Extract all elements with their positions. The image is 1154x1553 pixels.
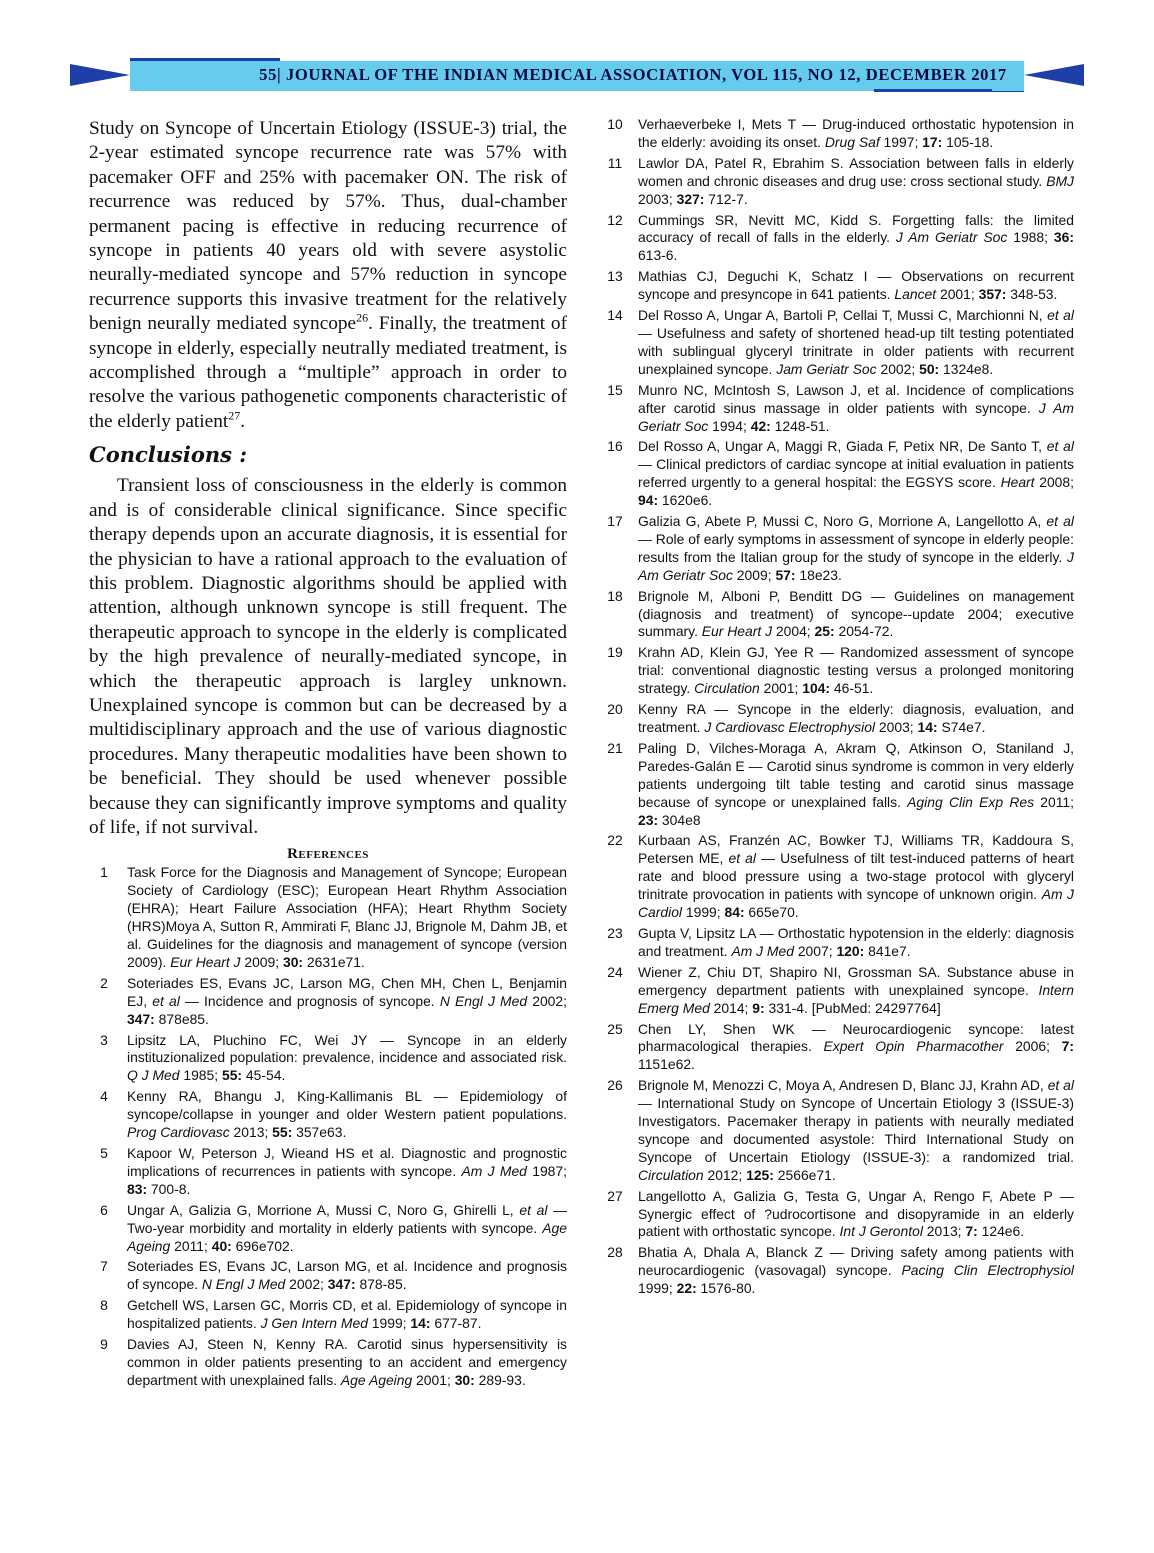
- reference-item: [604, 307, 1074, 379]
- reference-pages: 46-51.: [830, 680, 874, 697]
- reference-pages: 665e70.: [744, 904, 799, 921]
- reference-et-al: et al: [1047, 1077, 1074, 1094]
- reference-pages: 878-85.: [355, 1276, 407, 1293]
- reference-text: — Role of early symptoms in assessment of syncope in elderly people: results from the Italian group for the study of syncope in the elderly.: [638, 530, 1074, 565]
- reference-number: 27: [607, 1187, 623, 1204]
- reference-volume: 42:: [750, 417, 771, 434]
- reference-journal: Prog Cardiovasc: [127, 1124, 230, 1141]
- reference-journal: Circulation: [638, 1166, 704, 1183]
- reference-year: 1999;: [638, 1280, 677, 1297]
- reference-volume: 327:: [676, 190, 705, 207]
- reference-journal: Heart: [1000, 474, 1035, 491]
- body-paragraph-2: Transient loss of consciousness in the elderly is common and is of considerable clinical significance. Since specific therapy depends upon an accurate diagnosis, it is essential for the physician to have a rational approach to the evaluation of this problem. Diagnostic algorithms should be applied with attention, although unknown syncope is still frequent. The therapeutic approach to syncope in the elderly is complicated by the high prevalence of neurally-mediated syncope, in which the therapeutic approach is largley unknown. Unexplained syncope is common but can be decreased by a multidisciplinary approach and the use of various diagnostic procedures. Many therapeutic modalities have been shown to be beneficial. They should be used whenever possible because they can significantly improve symptoms and quality of life, if not survival.: [89, 475, 567, 838]
- journal-title-line: 55| JOURNAL OF THE INDIAN MEDICAL ASSOCIATION, VOL 115, NO 12, DECEMBER 2017: [259, 65, 1007, 84]
- reference-year: 1999;: [367, 1315, 411, 1332]
- reference-year: 2001;: [759, 680, 803, 697]
- reference-year: 2003;: [638, 190, 677, 207]
- reference-year: 2013;: [229, 1124, 273, 1141]
- reference-item: [604, 701, 1074, 737]
- reference-number: 12: [607, 211, 623, 228]
- reference-text: Cummings SR, Nevitt MC, Kidd S. Forgetting falls: the limited accuracy of recall of falls in the elderly.: [638, 211, 1074, 246]
- reference-text: Del Rosso A, Ungar A, Bartoli P, Cellai T, Mussi C, Marchionni N,: [638, 307, 1048, 324]
- left-column: [89, 117, 567, 1393]
- reference-year: 2009;: [732, 566, 776, 583]
- reference-item: [89, 1088, 567, 1142]
- reference-pages: 1620e6.: [658, 492, 713, 509]
- reference-text: Langellotto A, Galizia G, Testa G, Ungar A, Rengo F, Abete P — Synergic effect of ?udrocortisone and disopyramide in an elderly patient with orthostatic syncope.: [638, 1187, 1074, 1240]
- reference-journal: J Gen Intern Med: [260, 1315, 368, 1332]
- reference-list-left: [89, 864, 567, 1389]
- reference-pages: S74e7.: [937, 719, 986, 735]
- reference-number: 9: [100, 1336, 108, 1353]
- reference-text: Krahn AD, Klein GJ, Yee R — Randomized assessment of syncope trial: conventional diagnostic testing versus a prolonged monitoring strategy.: [638, 644, 1074, 697]
- reference-item: [604, 1188, 1074, 1242]
- reference-text: Del Rosso A, Ungar A, Maggi R, Giada F, Petix NR, De Santo T,: [638, 438, 1047, 455]
- reference-item: [604, 644, 1074, 698]
- reference-item: [604, 964, 1074, 1018]
- reference-text: Soteriades ES, Evans JC, Larson MG, Chen MH, Chen L, Benjamin EJ,: [127, 974, 567, 1009]
- reference-item: [604, 382, 1074, 436]
- body-paragraph-1: Study on Syncope of Uncertain Etiology (ISSUE-3) trial, the 2-year estimated syncope recurrence rate was 57% with pacemaker OFF and 25% with pacemaker ON. The risk of recurrence was reduced by 57%. Thus, dual-chamber permanent pacing is effective in reducing recurrence of syncope in patients 40 years old with severe asystolic neurally-mediated syncope and 57% reduction in syncope recurrence supports this invasive treatment for the relatively benign neurally mediated syncope$^{26}$. Finally, the treatment of syncope in elderly, especially neutrally mediated treatment, is accomplished through a “multiple” approach in order to resolve the various pathogenetic components characteristic of the elderly patient$^{27}$.: [89, 118, 567, 432]
- reference-pages: 357e63.: [292, 1124, 347, 1141]
- reference-pages: 1151e62.: [638, 1056, 695, 1073]
- reference-journal: Intern Emerg Med: [638, 981, 1074, 1016]
- reference-text: Gupta V, Lipsitz LA — Orthostatic hypotension in the elderly: diagnosis and treatment.: [638, 924, 1074, 959]
- reference-number: 26: [607, 1077, 623, 1094]
- reference-journal: J Am Geriatr Soc: [895, 229, 1008, 246]
- reference-et-al: et al: [1046, 513, 1074, 530]
- reference-journal: J Am Geriatr Soc: [638, 399, 1074, 434]
- conclusions-heading: Conclusions :: [89, 442, 247, 468]
- reference-item: [89, 1297, 567, 1333]
- reference-text: Chen LY, Shen WK — Neurocardiogenic syncope: latest pharmacological therapies.: [638, 1020, 1074, 1055]
- right-column: [604, 116, 1074, 1301]
- reference-journal: Am J Cardiol: [638, 886, 1074, 921]
- reference-journal: N Engl J Med: [439, 992, 528, 1009]
- reference-item: [89, 1336, 567, 1390]
- reference-year: 1997;: [879, 133, 923, 150]
- reference-year: 1988;: [1007, 229, 1054, 246]
- reference-text: Soteriades ES, Evans JC, Larson MG, et al. Incidence and prognosis of syncope.: [127, 1258, 567, 1293]
- reference-item: [604, 588, 1074, 642]
- reference-number: 28: [607, 1244, 623, 1261]
- reference-number: 14: [607, 307, 623, 324]
- reference-pages: 105-18.: [942, 133, 994, 150]
- reference-text: — Clinical predictors of cardiac syncope at initial evaluation in patients referred urgently to a general hospital: the EGSYS score.: [638, 456, 1074, 491]
- reference-et-al: et al: [728, 850, 756, 867]
- reference-journal: Am J Med: [461, 1162, 527, 1179]
- reference-number: 1: [100, 864, 108, 881]
- reference-year: 2003;: [875, 719, 918, 735]
- reference-year: 2006;: [1003, 1038, 1062, 1055]
- reference-item: [604, 155, 1074, 209]
- reference-journal: Aging Clin Exp Res: [907, 793, 1035, 810]
- reference-text: Task Force for the Diagnosis and Management of Syncope; European Society of Cardiology (ESC); European Heart Rhythm Association (EHRA); Heart Failure Association (HFA); Heart Rhythm Society (HRS)Moya A, Sutton R, Ammirati F, Blanc JJ, Brignole M, Dahm JB, et al. Guidelines for the diagnosis and management of syncope (version 2009).: [127, 864, 567, 970]
- reference-item: [604, 268, 1074, 304]
- reference-item: [604, 740, 1074, 830]
- reference-year: 2011;: [170, 1237, 212, 1254]
- reference-year: 1999;: [682, 904, 725, 921]
- reference-text: — Usefulness and safety of shortened head-up tilt testing potentiated with sublingual glyceryl trinitrate in older patients with recurrent unexplained syncope.: [638, 324, 1074, 377]
- reference-year: 2008;: [1034, 474, 1074, 491]
- reference-item: [604, 116, 1074, 152]
- reference-item: [604, 1021, 1074, 1075]
- reference-volume: 14:: [917, 719, 938, 735]
- reference-et-al: et al: [1047, 307, 1074, 324]
- reference-journal: Drug Saf: [824, 133, 880, 150]
- reference-item: [604, 1077, 1074, 1184]
- reference-pages: 18e23.: [795, 566, 842, 583]
- reference-year: 2009;: [240, 953, 283, 970]
- reference-pages: 677-87.: [430, 1315, 482, 1332]
- reference-item: [89, 1258, 567, 1294]
- reference-volume: 94:: [638, 492, 659, 509]
- reference-text: Paling D, Vilches-Moraga A, Akram Q, Atkinson O, Staniland J, Paredes-Galán E — Carotid sinus syndrome is common in very elderly patients undergoing tilt table testing and carotid sinus massage because of syncope or unexplained falls.: [638, 739, 1074, 810]
- reference-journal: J Am Geriatr Soc: [638, 548, 1074, 583]
- reference-year: 2004;: [772, 623, 815, 640]
- reference-item: [604, 212, 1074, 266]
- reference-et-al: et al: [152, 992, 180, 1009]
- reference-year: 1994;: [708, 417, 751, 434]
- reference-number: 16: [607, 438, 623, 455]
- reference-volume: 30:: [282, 953, 304, 970]
- reference-year: 2002;: [876, 360, 920, 377]
- reference-volume: 7:: [965, 1223, 978, 1240]
- reference-pages: 348-53.: [1006, 286, 1058, 303]
- reference-item: [89, 1032, 567, 1086]
- reference-text: Kenny RA — Syncope in the elderly: diagnosis, evaluation, and treatment.: [638, 701, 1074, 735]
- reference-list-right: [604, 116, 1074, 1298]
- reference-text: Davies AJ, Steen N, Kenny RA. Carotid sinus hypersensitivity is common in older patients presenting to an accident and emergency department with unexplained falls.: [127, 1336, 567, 1388]
- reference-pages: 2631e71.: [303, 953, 365, 970]
- references-heading: References: [287, 846, 369, 863]
- reference-year: 2013;: [922, 1223, 966, 1240]
- reference-journal: Am J Med: [731, 942, 794, 959]
- reference-volume: 83:: [127, 1180, 148, 1197]
- reference-journal: Q J Med: [127, 1067, 180, 1084]
- reference-item: [89, 864, 567, 971]
- reference-pages: 289-93.: [474, 1371, 526, 1388]
- reference-year: 2011;: [1034, 793, 1074, 810]
- reference-volume: 347:: [127, 1010, 155, 1027]
- reference-volume: 9:: [752, 999, 765, 1016]
- reference-text: Getchell WS, Larsen GC, Morris CD, et al. Epidemiology of syncope in hospitalized patients.: [127, 1297, 567, 1332]
- reference-item: [604, 925, 1074, 961]
- reference-volume: 357:: [978, 286, 1007, 303]
- reference-year: 2001;: [412, 1371, 455, 1388]
- reference-number: 24: [607, 963, 623, 980]
- reference-text: Brignole M, Menozzi C, Moya A, Andresen D, Blanc JJ, Krahn AD,: [638, 1077, 1048, 1094]
- reference-volume: 7:: [1061, 1038, 1074, 1055]
- reference-et-al: et al: [1046, 438, 1074, 455]
- reference-text: Kapoor W, Peterson J, Wieand HS et al. Diagnostic and prognostic implications of recurrences in patients with syncope.: [127, 1144, 567, 1179]
- reference-volume: 23:: [638, 811, 659, 828]
- reference-text: — Usefulness of tilt test-induced patterns of heart rate and blood pressure using a two-stage protocol with glyceryl trinitrate provocation in patients with syncope of unknown origin.: [638, 850, 1074, 903]
- reference-volume: 120:: [836, 942, 865, 959]
- reference-pages: 2566e71.: [773, 1166, 836, 1183]
- reference-pages: 712-7.: [704, 190, 748, 207]
- reference-text: — Incidence and prognosis of syncope.: [179, 992, 440, 1009]
- reference-item: [604, 1244, 1074, 1298]
- reference-pages: 1324e8.: [939, 360, 994, 377]
- reference-journal: Lancet: [894, 286, 937, 303]
- reference-journal: Pacing Clin Electrophysiol: [901, 1262, 1075, 1279]
- reference-year: 1985;: [179, 1067, 222, 1084]
- reference-journal: Jam Geriatr Soc: [776, 360, 877, 377]
- reference-number: 15: [607, 381, 623, 398]
- reference-year: 1987;: [526, 1162, 567, 1179]
- reference-volume: 55:: [272, 1124, 293, 1141]
- reference-volume: 57:: [775, 566, 796, 583]
- reference-pages: 700-8.: [147, 1180, 191, 1197]
- reference-journal: J Cardiovasc Electrophysiol: [704, 719, 876, 735]
- reference-pages: 613-6.: [638, 247, 678, 264]
- reference-number: 7: [100, 1258, 108, 1275]
- reference-pages: 1576-80.: [696, 1280, 756, 1297]
- reference-item: [89, 1202, 567, 1256]
- reference-text: — Two-year morbidity and mortality in elderly patients with syncope.: [127, 1201, 567, 1236]
- reference-text: Kurbaan AS, Franzén AC, Bowker TJ, Williams TR, Kaddoura S, Petersen ME,: [638, 832, 1074, 867]
- reference-volume: 14:: [410, 1315, 431, 1332]
- reference-volume: 36:: [1053, 229, 1074, 246]
- reference-number: 19: [607, 644, 623, 661]
- reference-journal: Circulation: [694, 680, 760, 697]
- reference-pages: 696e702.: [231, 1237, 294, 1254]
- reference-volume: 17:: [922, 133, 943, 150]
- reference-text: Munro NC, McIntosh S, Lawson J, et al. Incidence of complications after carotid sinus massage in older patients with syncope.: [638, 381, 1074, 416]
- reference-pages: 1248-51.: [770, 417, 830, 434]
- reference-text: — International Study on Syncope of Uncertain Etiology 3 (ISSUE-3) Investigators. Pacemaker therapy in patients with neurally mediated syncope and documented asystole: Third International Study on Syncope of Uncertain Etiology (ISSUE-3): a randomized trial.: [638, 1095, 1074, 1165]
- reference-year: 2014;: [709, 999, 753, 1016]
- reference-year: 2001;: [936, 286, 979, 303]
- reference-number: 6: [100, 1201, 108, 1218]
- reference-volume: 347:: [327, 1276, 356, 1293]
- reference-volume: 22:: [676, 1280, 697, 1297]
- reference-journal: Eur Heart J: [701, 623, 773, 640]
- journal-header: [70, 56, 1084, 94]
- reference-number: 18: [607, 587, 623, 604]
- reference-year: 2002;: [285, 1276, 328, 1293]
- reference-journal: Int J Gerontol: [839, 1223, 923, 1240]
- reference-item: [604, 832, 1074, 922]
- reference-pages: 2054-72.: [834, 623, 894, 640]
- reference-text: Galizia G, Abete P, Mussi C, Noro G, Morrione A, Langellotto A,: [638, 513, 1047, 530]
- reference-volume: 125:: [746, 1166, 774, 1183]
- reference-number: 17: [607, 513, 623, 530]
- reference-number: 25: [607, 1020, 623, 1037]
- reference-number: 21: [607, 739, 623, 756]
- left-arrow-icon: [70, 64, 130, 86]
- reference-journal: Age Ageing: [340, 1371, 413, 1388]
- reference-journal: Age Ageing: [127, 1219, 567, 1254]
- reference-text: Lipsitz LA, Pluchino FC, Wei JY — Syncope in an elderly instituzionalized population: prevalence, incidence and associated risk.: [127, 1031, 567, 1066]
- reference-number: 10: [607, 116, 623, 132]
- reference-pages: 124e6.: [977, 1223, 1025, 1240]
- reference-pages: 878e85.: [154, 1010, 209, 1027]
- reference-journal: Eur Heart J: [170, 953, 241, 970]
- reference-volume: 40:: [211, 1237, 232, 1254]
- reference-journal: BMJ: [1046, 172, 1074, 189]
- reference-number: 2: [100, 974, 108, 991]
- reference-pages: 45-54.: [242, 1067, 286, 1084]
- reference-journal: N Engl J Med: [201, 1276, 286, 1293]
- reference-item: [604, 438, 1074, 510]
- reference-pages: 841e7.: [864, 942, 911, 959]
- reference-pages: 331-4. [PubMed: 24297764]: [764, 999, 941, 1016]
- reference-number: 23: [607, 924, 623, 941]
- reference-number: 4: [100, 1088, 108, 1105]
- reference-volume: 84:: [724, 904, 745, 921]
- reference-et-al: et al: [519, 1201, 548, 1218]
- reference-item: [89, 1145, 567, 1199]
- reference-text: Lawlor DA, Patel R, Ebrahim S. Association between falls in elderly women and chronic diseases and drug use: cross sectional study.: [638, 154, 1074, 189]
- reference-number: 20: [607, 701, 623, 718]
- reference-year: 2002;: [527, 992, 567, 1009]
- reference-volume: 25:: [814, 623, 835, 640]
- reference-volume: 104:: [802, 680, 831, 697]
- reference-volume: 55:: [221, 1067, 243, 1084]
- reference-text: Mathias CJ, Deguchi K, Schatz I — Observations on recurrent syncope and presyncope in 641 patients.: [638, 268, 1074, 303]
- reference-year: 2012;: [703, 1166, 747, 1183]
- reference-volume: 30:: [454, 1371, 475, 1388]
- reference-number: 22: [607, 832, 623, 849]
- reference-number: 8: [100, 1297, 108, 1314]
- reference-number: 11: [607, 154, 623, 171]
- reference-text: Ungar A, Galizia G, Morrione A, Mussi C, Noro G, Ghirelli L,: [127, 1201, 520, 1218]
- reference-text: Kenny RA, Bhangu J, King-Kallimanis BL — Epidemiology of syncope/collapse in younger and older Western patient populations.: [127, 1088, 567, 1123]
- reference-journal: Expert Opin Pharmacother: [823, 1038, 1004, 1055]
- reference-item: [604, 513, 1074, 585]
- reference-number: 3: [100, 1031, 108, 1048]
- reference-pages: 304e8: [658, 811, 701, 828]
- reference-text: Brignole M, Alboni P, Benditt DG — Guidelines on management (diagnosis and treatment) of syncope--update 2004; executive summary.: [638, 587, 1074, 640]
- reference-number: 13: [607, 268, 623, 285]
- reference-text: Bhatia A, Dhala A, Blanck Z — Driving safety among patients with neurocardiogenic (vasovagal) syncope.: [638, 1244, 1074, 1279]
- reference-item: [89, 975, 567, 1029]
- reference-volume: 50:: [919, 360, 940, 377]
- reference-text: Verhaeverbeke I, Mets T — Drug-induced orthostatic hypotension in the elderly: avoiding its onset.: [638, 116, 1074, 150]
- reference-text: Wiener Z, Chiu DT, Shapiro NI, Grossman SA. Substance abuse in emergency department patients with unexplained syncope.: [638, 963, 1074, 998]
- reference-year: 2007;: [793, 942, 837, 959]
- reference-number: 5: [100, 1144, 108, 1161]
